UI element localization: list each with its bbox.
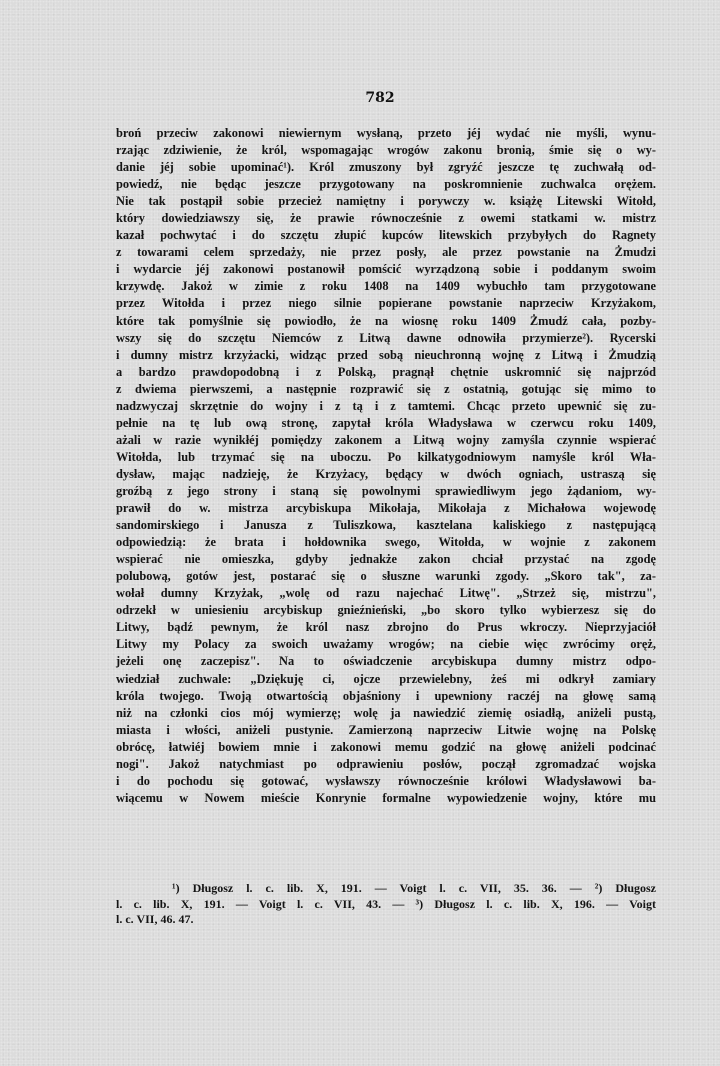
text-line: z dwiema pierwszemi, a następnie rozprawić się z ostatnią, gotując się mimo to (116, 381, 656, 396)
text-line: miasta i włości, aniżeli pustynie. Zamierzoną naprzeciw Litwie wojnę na Polskę (116, 722, 656, 737)
footnote-line: l. c. VII, 46. 47. (116, 912, 194, 926)
text-line: które tak pomyślnie się powiodło, że na wiosnę roku 1409 Żmudź cała, pozby- (116, 313, 656, 328)
footnotes (116, 881, 656, 928)
body-text (116, 125, 656, 807)
text-line: rzając zdziwienie, że król, wspomagając wrogów zakonu bronią, śmie się o wy- (116, 143, 656, 158)
text-line: sandomirskiego i Janusza z Tuliszkowa, kasztelana kaliskiego z następującą (116, 518, 656, 533)
text-line: powiedź, nie będąc jeszcze przygotowany na poskromnienie zuchwalca orężem. (116, 177, 656, 192)
text-line: Witołda, lub trzymać się na uboczu. Po kilkatygodniowym namyśle król Wła- (116, 449, 656, 464)
text-line: kazał pochwytać i do szczętu złupić kupców litewskich przybyłych do Ragnety (116, 228, 656, 243)
text-line: z towarami celem sprzedaży, nie przez posły, ale przez powstanie na Żmudzi (116, 245, 656, 260)
text-line: Litwy my Polacy za swoich uważamy wrogów; na ciebie więc zwrócimy oręż, (116, 637, 656, 652)
text-line: groźbą z jego strony i staną się powolnymi sprawiedliwym jego żądaniom, wy- (116, 483, 656, 498)
text-line: prawił do w. mistrza arcybiskupa Mikołaja, Mikołaja z Michałowa wojewodę (116, 501, 656, 516)
text-line: polubową, gotów jest, postarać się o słuszne warunki zgody. „Skoro tak", za- (116, 569, 656, 584)
text-line: króla twojego. Twoją otwartością objaśniony i upewniony raczéj na głowę samą (116, 688, 656, 703)
text-line: i wydarcie jéj zakonowi postanowił pomścić wyrządzoną sobie i poddanym swoim (116, 262, 656, 277)
text-line: wszy się do szczętu Niemców z Litwą dawne odnowiła przymierze²). Rycerski (116, 330, 656, 345)
text-line: obrócę, łatwiéj bowiem mnie i zakonowi memu godzić na głowę aniżeli podcinać (116, 739, 656, 754)
text-line: przez Witołda i przez niego silnie popierane powstanie naprzeciw Krzyżakom, (116, 296, 656, 311)
text-line: wiącemu w Nowem mieście Konrynie formalne wypowiedzenie wojny, które mu (116, 790, 656, 805)
text-line: i do pochodu się gotować, wysławszy równocześnie królowi Władysławowi ba- (116, 773, 656, 788)
text-line: i dumny mistrz krzyżacki, widząc przed sobą nieuchronną wojnę z Litwą i Żmudzią (116, 347, 656, 362)
text-line: Nie tak postąpił sobie przecież namiętny i porywczy w. książę Litewski Witołd, (116, 194, 656, 209)
text-line: który dowiedziawszy się, że prawie równocześnie z owemi statkami w. mistrz (116, 211, 656, 226)
text-line: krzywdę. Jakoż w zimie z roku 1408 na 1409 wybuchło tam przygotowane (116, 279, 656, 294)
text-line: danie jéj sobie upominać¹). Król zmuszony był zgryźć jeszcze tę zuchwałą od- (116, 160, 656, 175)
text-line: Litwy, bądź pewnym, że król nasz zbrojno do Prus wkroczy. Nieprzyjaciół (116, 620, 656, 635)
text-line: a bardzo prawdopodobną i z Polską, pragnął chętnie uskromnić się najprzód (116, 364, 656, 379)
footnote-line: ¹) Długosz l. c. lib. X, 191. — Voigt l. c. VII, 35. 36. — ²) Długosz (172, 881, 656, 895)
text-line: niż na członki cios mój wymierzę; wolę ja nawiedzić ziemię osiadłą, aniżeli pustą, (116, 705, 656, 720)
page-number: 782 (365, 90, 395, 106)
text-line: nadzwyczaj skrzętnie do wojny i z tą i z tamtemi. Chcąc przeto upewnić się zu- (116, 398, 656, 413)
text-line: wspierać nie omieszka, gdyby jednakże zakon chciał przystać na zgodę (116, 552, 656, 567)
text-line: dysław, mając nadzieję, że Krzyżacy, będący w dwóch ogniach, ustraszą się (116, 466, 656, 481)
text-line: jeżeli onę zaczepisz". Na to oświadczenie arcybiskupa dumny mistrz odpo- (116, 654, 656, 669)
text-line: ażali w razie wynikłéj pomiędzy zakonem a Litwą wojny zamyśla czynnie wspierać (116, 432, 656, 447)
text-line: wiedział zuchwale: „Dziękuję ci, ojcze przewielebny, żeś mi odkrył zamiary (116, 671, 656, 686)
text-line: broń przeciw zakonowi niewiernym wysłaną, przeto jéj wydać nie myśli, wynu- (116, 126, 656, 140)
text-line: pełnie na tę lub ową stronę, zapytał króla Władysława w czerwcu roku 1409, (116, 415, 656, 430)
text-line: odpowiedzią: że brata i hołdownika swego, Witołda, w wojnie z zakonem (116, 535, 656, 550)
text-line: wołał dumny Krzyżak, „wolę od razu najechać Litwę". „Strzeż się, mistrzu", (116, 586, 656, 601)
footnote-line: l. c. lib. X, 191. — Voigt l. c. VII, 43. — ³) Długosz l. c. lib. X, 196. — Voigt (116, 896, 656, 911)
text-line: odrzekł w uniesieniu arcybiskup gnieźnieński, „bo skoro tylko wybierzesz się do (116, 603, 656, 618)
text-line: nogi". Jakoż natychmiast po odprawieniu posłów, począł zgromadzać wojska (116, 756, 656, 771)
